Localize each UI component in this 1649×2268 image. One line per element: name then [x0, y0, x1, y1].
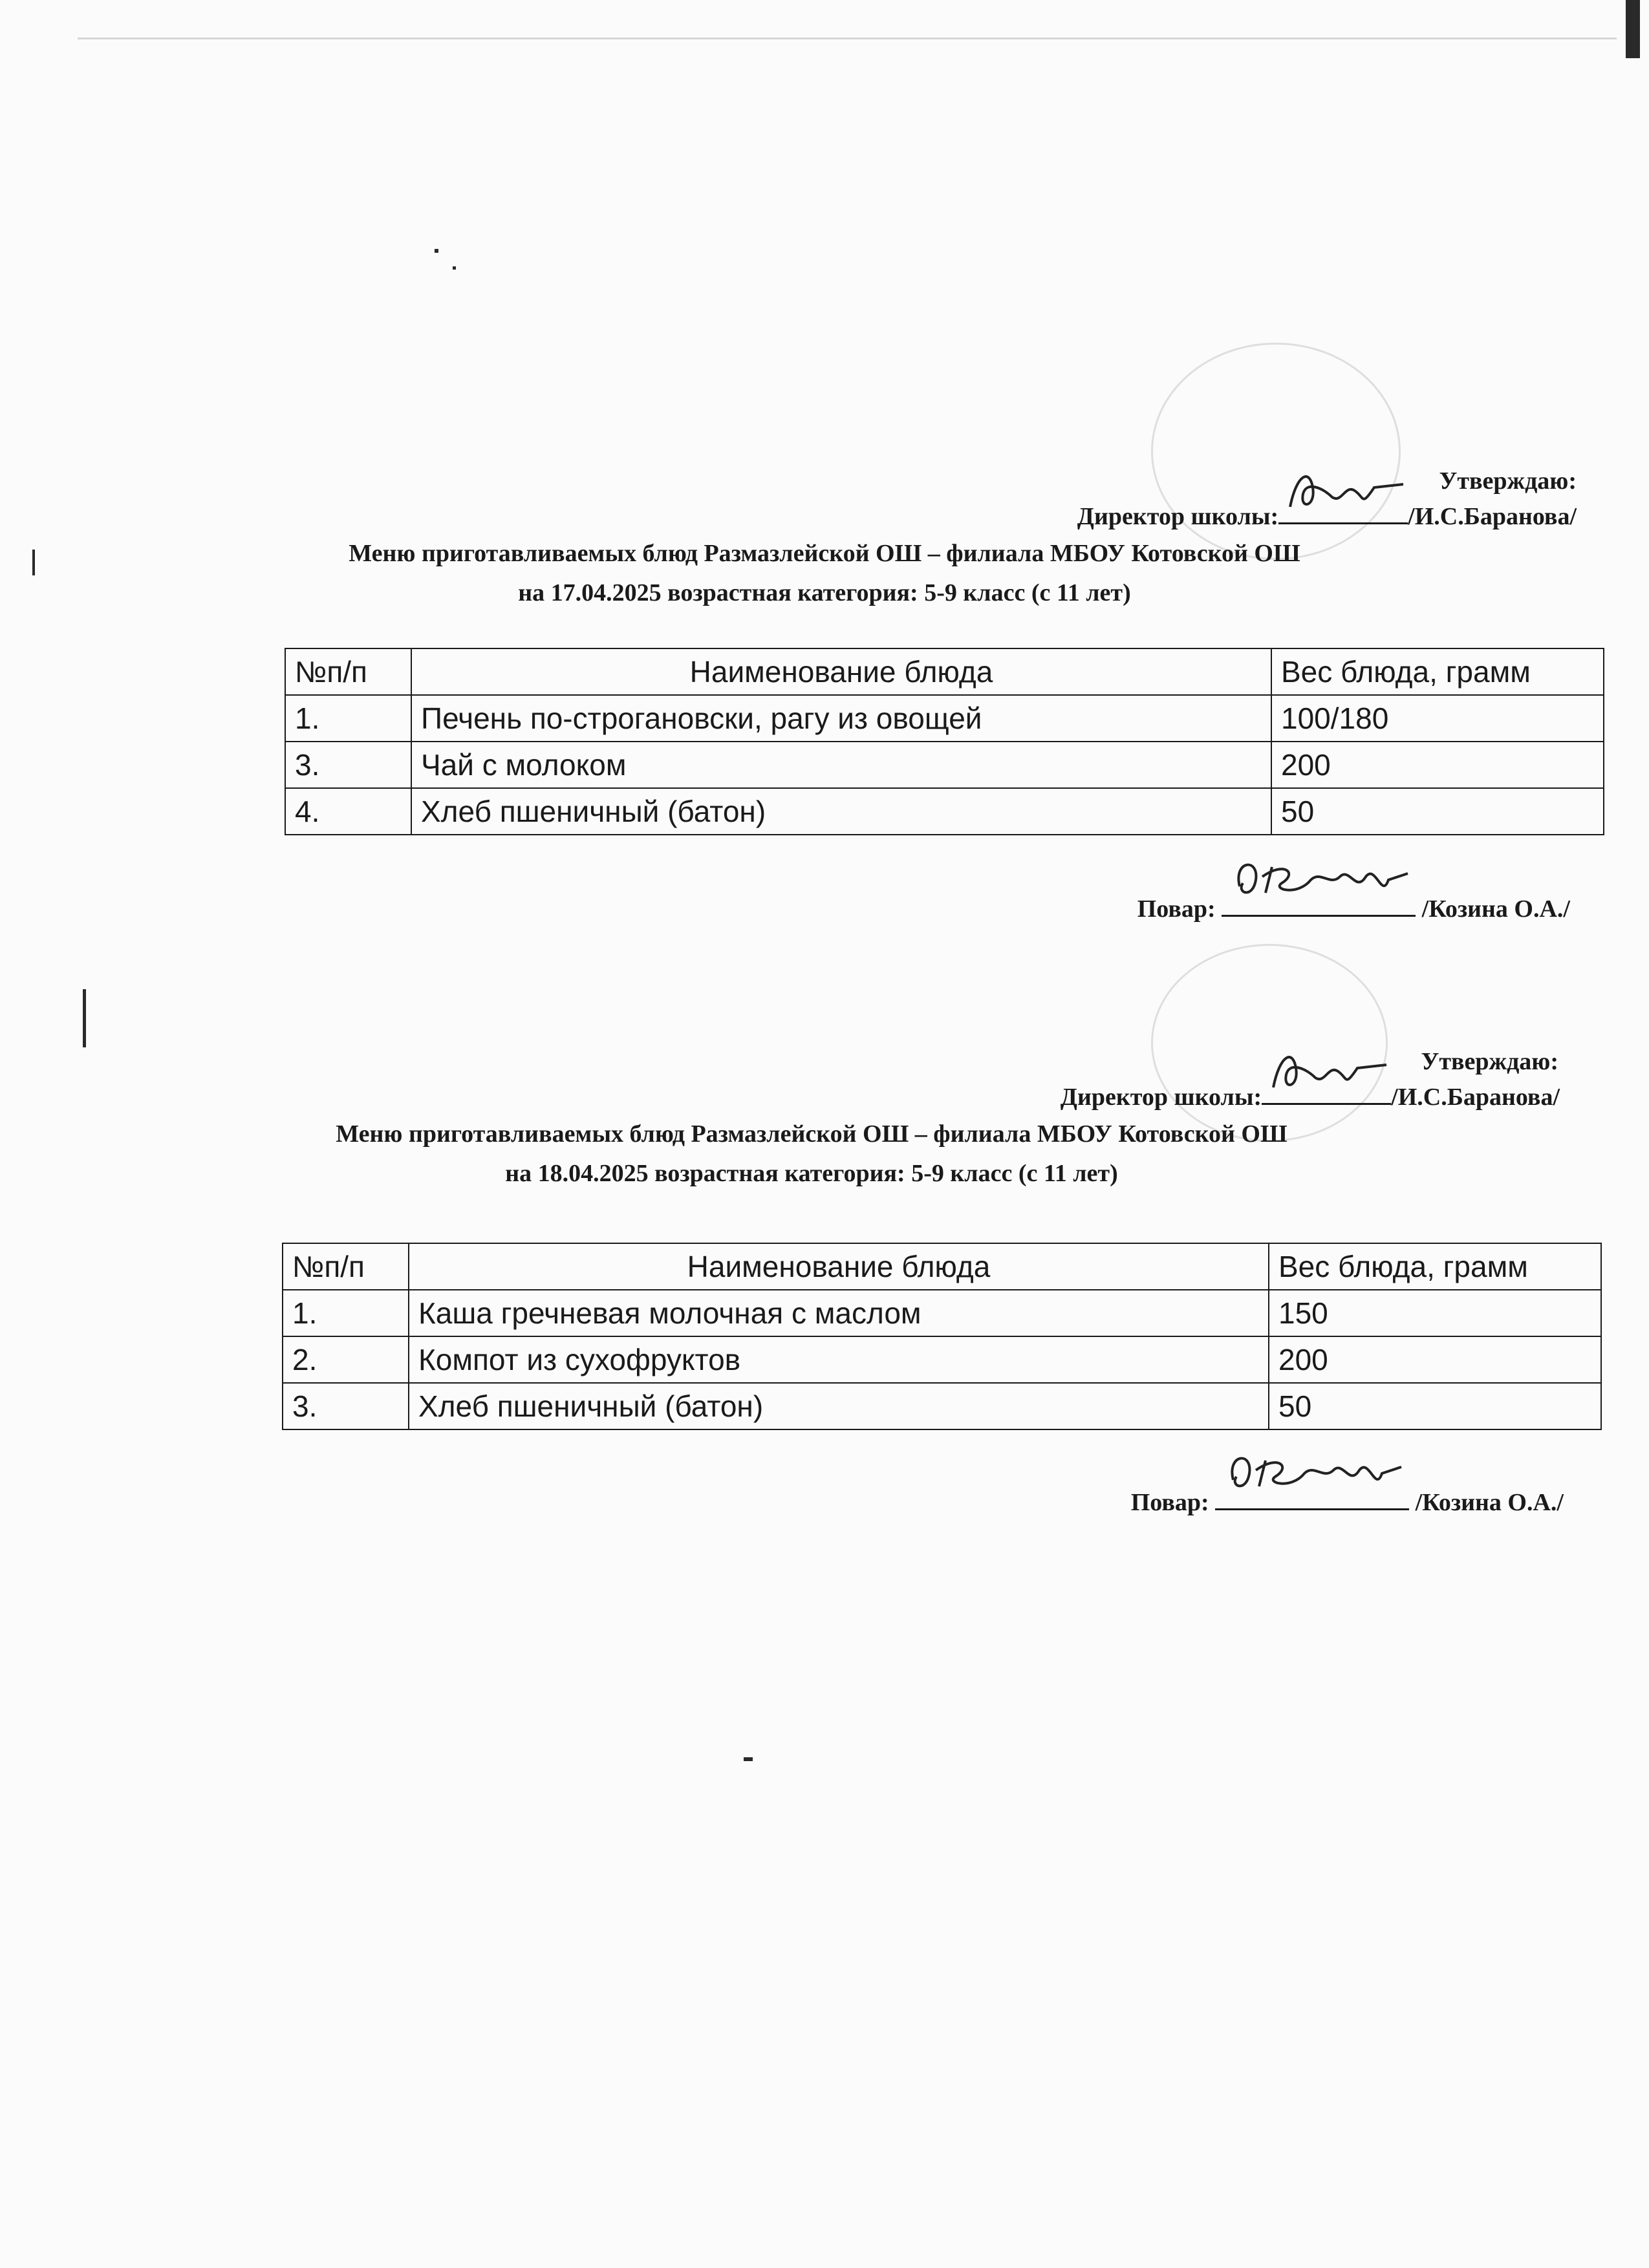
- row-num: 2.: [283, 1336, 409, 1383]
- header-num: №п/п: [285, 648, 411, 695]
- director-label: Директор школы:: [1060, 1084, 1262, 1111]
- director-signature: [1278, 497, 1408, 524]
- table-row: [285, 695, 1604, 742]
- table-header-row: [285, 648, 1604, 695]
- signature-scribble: [1227, 848, 1414, 912]
- row-weight: 200: [1271, 742, 1604, 788]
- menu-subtitle: на 17.04.2025 возрастная категория: 5-9 класс (с 11 лет): [518, 579, 1131, 606]
- signature-scribble: [1284, 462, 1406, 520]
- cook-line: [1137, 889, 1570, 923]
- cook-name: /Козина О.А./: [1421, 895, 1570, 923]
- director-name: /И.С.Баранова/: [1391, 1084, 1560, 1111]
- row-weight: 100/180: [1271, 695, 1604, 742]
- cook-signature: [1222, 889, 1416, 917]
- table-row: [285, 742, 1604, 788]
- signature-scribble: [1267, 1042, 1390, 1100]
- approve-label: Утверждаю:: [1421, 1048, 1558, 1075]
- row-weight: 150: [1269, 1290, 1601, 1336]
- approve-label: Утверждаю:: [1439, 467, 1577, 495]
- menu-title: Меню приготавливаемых блюд Размазлейской ОШ – филиала МБОУ Котовской ОШ: [349, 540, 1300, 567]
- scan-mark-dot: [435, 249, 438, 253]
- row-dish: Печень по-строгановски, рагу из овощей: [411, 695, 1271, 742]
- table-row: [285, 788, 1604, 835]
- scan-mark-right-edge: [1626, 0, 1640, 58]
- cook-name: /Козина О.А./: [1415, 1489, 1564, 1516]
- director-line: [1077, 497, 1577, 531]
- signature-scribble: [1220, 1441, 1408, 1506]
- scan-mark-dot: [453, 266, 456, 270]
- menu-table: [285, 648, 1604, 835]
- table-row: [283, 1290, 1601, 1336]
- table-header-row: [283, 1243, 1601, 1290]
- director-name: /И.С.Баранова/: [1408, 503, 1577, 530]
- cook-signature: [1215, 1482, 1409, 1510]
- row-dish: Каша гречневая молочная с маслом: [409, 1290, 1269, 1336]
- cook-label: Повар:: [1130, 1489, 1209, 1516]
- menu-title: Меню приготавливаемых блюд Размазлейской ОШ – филиала МБОУ Котовской ОШ: [336, 1120, 1288, 1148]
- menu-subtitle: на 18.04.2025 возрастная категория: 5-9 класс (с 11 лет): [505, 1160, 1118, 1187]
- row-weight: 50: [1269, 1383, 1601, 1429]
- menu-table: [282, 1243, 1602, 1430]
- table-row: [283, 1383, 1601, 1429]
- row-dish: Хлеб пшеничный (батон): [409, 1383, 1269, 1429]
- row-dish: Чай с молоком: [411, 742, 1271, 788]
- director-signature: [1262, 1077, 1391, 1105]
- row-num: 4.: [285, 788, 411, 835]
- row-dish: Хлеб пшеничный (батон): [411, 788, 1271, 835]
- scan-mark-dot: [744, 1757, 753, 1761]
- header-dish: Наименование блюда: [411, 648, 1271, 695]
- header-weight: Вес блюда, грамм: [1269, 1243, 1601, 1290]
- cook-line: [1131, 1482, 1564, 1517]
- header-num: №п/п: [283, 1243, 409, 1290]
- scan-edge: [78, 37, 1617, 39]
- table-row: [283, 1336, 1601, 1383]
- director-label: Директор школы:: [1077, 503, 1279, 530]
- scan-mark-left-edge: [83, 989, 86, 1047]
- row-num: 3.: [283, 1383, 409, 1429]
- header-dish: Наименование блюда: [409, 1243, 1269, 1290]
- row-num: 3.: [285, 742, 411, 788]
- header-weight: Вес блюда, грамм: [1271, 648, 1604, 695]
- row-dish: Компот из сухофруктов: [409, 1336, 1269, 1383]
- director-line: [1061, 1077, 1560, 1111]
- row-weight: 200: [1269, 1336, 1601, 1383]
- row-num: 1.: [285, 695, 411, 742]
- row-num: 1.: [283, 1290, 409, 1336]
- cook-label: Повар:: [1137, 895, 1216, 923]
- row-weight: 50: [1271, 788, 1604, 835]
